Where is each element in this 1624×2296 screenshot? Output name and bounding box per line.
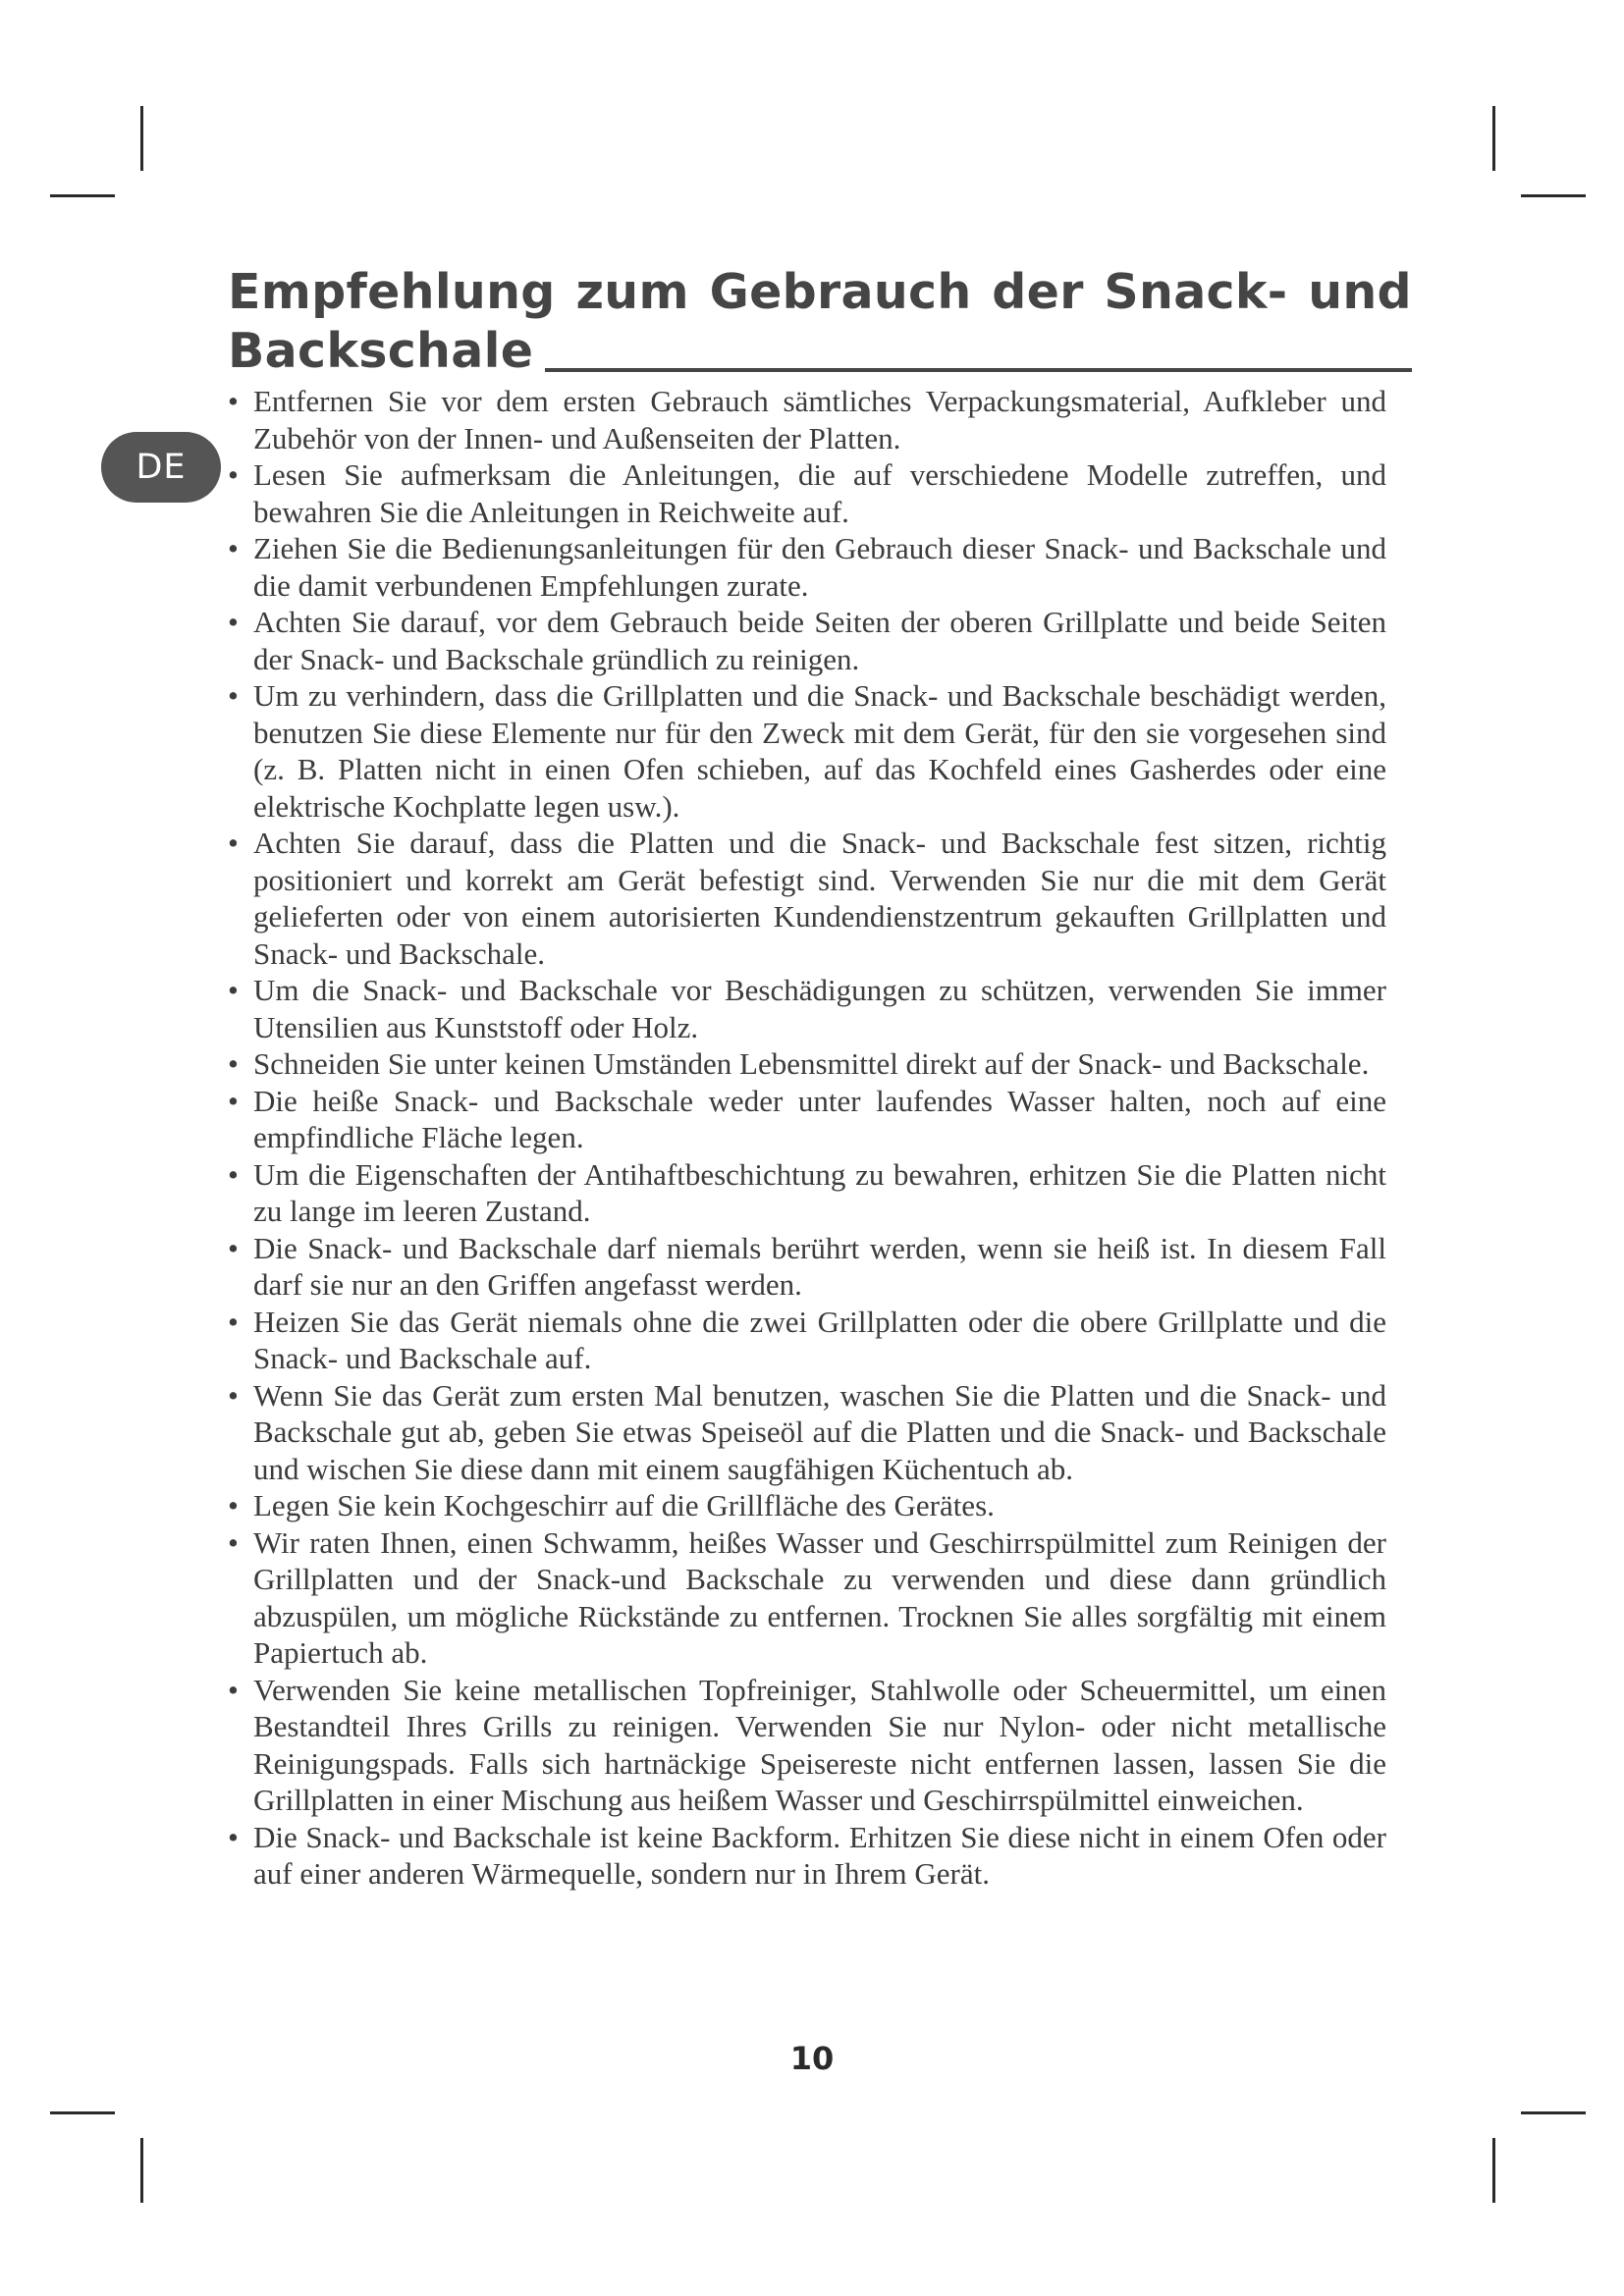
list-item: • Ziehen Sie die Bedienungsanleitungen für den Gebrauch dieser Snack- und Backschale und die damit verbundenen Empfehlungen zurate. [228,530,1386,604]
list-item: • Um zu verhindern, dass die Grillplatten und die Snack- und Backschale beschädigt werden, benutzen Sie diese Elemente nur für den Zweck mit dem Gerät, für den sie vorgesehen sind (z. B. Platten nicht in einen Ofen schieben, auf das Kochfeld eines Gasherdes oder eine elektrische Kochplatte legen usw.). [228,677,1386,825]
crop-mark-top-right-vertical [1492,106,1495,171]
recommendations-list [228,383,1386,1893]
list-item: • Achten Sie darauf, dass die Platten und die Snack- und Backschale fest sitzen, richtig positioniert und korrekt am Gerät befestigt sind. Verwenden Sie nur die mit dem Gerät gelieferten oder von einem autorisierten Kundendienstzentrum gekauften Grillplatten und Snack- und Backschale. [228,825,1386,972]
crop-mark-bottom-left-vertical [140,2138,143,2203]
heading-underline-rule [545,368,1412,372]
list-item: • Die Snack- und Backschale darf niemals berührt werden, wenn sie heiß ist. In diesem Fall darf sie nur an den Griffen angefasst werden. [228,1230,1386,1304]
language-tab: DE [101,432,221,503]
list-item: • Lesen Sie aufmerksam die Anleitungen, die auf verschiedene Modelle zutreffen, und bewahren Sie die Anleitungen in Reichweite auf. [228,456,1386,530]
crop-mark-top-left-horizontal [50,194,115,197]
crop-mark-bottom-right-horizontal [1521,2111,1586,2114]
list-item: • Schneiden Sie unter keinen Umständen Lebensmittel direkt auf der Snack- und Backschale. [228,1045,1386,1083]
list-item: • Die Snack- und Backschale ist keine Backform. Erhitzen Sie diese nicht in einem Ofen oder auf einer anderen Wärmequelle, sondern nur in Ihrem Gerät. [228,1819,1386,1893]
heading-word: Gebrauch [709,264,972,320]
page-number: 10 [789,2040,835,2077]
heading-word: Empfehlung [228,264,556,320]
list-item: • Entfernen Sie vor dem ersten Gebrauch sämtliches Verpackungsmaterial, Aufkleber und Zubehör von der Innen- und Außenseiten der Platten. [228,383,1386,456]
list-item: • Um die Eigenschaften der Antihaftbeschichtung zu bewahren, erhitzen Sie die Platten nicht zu lange im leeren Zustand. [228,1156,1386,1230]
crop-mark-bottom-left-horizontal [50,2111,115,2114]
section-heading [228,263,1412,381]
heading-word: Backschale [228,323,534,379]
list-item: • Heizen Sie das Gerät niemals ohne die zwei Grillplatten oder die obere Grillplatte und die Snack- und Backschale auf. [228,1304,1386,1377]
list-item: • Legen Sie kein Kochgeschirr auf die Grillfläche des Gerätes. [228,1487,1386,1524]
heading-word: und [1308,264,1412,320]
list-item: • Verwenden Sie keine metallischen Topfreiniger, Stahlwolle oder Scheuermittel, um einen Bestandteil Ihres Grills zu reinigen. Verwenden Sie nur Nylon- oder nicht metallische Reinigungspads. Falls sich hartnäckige Speisereste nicht entfernen lassen, lassen Sie die Grillplatten in einer Mischung aus heißem Wasser und Geschirrspülmittel einweichen. [228,1672,1386,1819]
heading-word: zum [575,264,689,320]
crop-mark-top-right-horizontal [1521,194,1586,197]
heading-line-2 [228,322,1412,381]
list-item: • Die heiße Snack- und Backschale weder unter laufendes Wasser halten, noch auf eine empfindliche Fläche legen. [228,1083,1386,1156]
crop-mark-bottom-right-vertical [1492,2138,1495,2203]
list-item: • Wenn Sie das Gerät zum ersten Mal benutzen, waschen Sie die Platten und die Snack- und Backschale gut ab, geben Sie etwas Speiseöl auf die Platten und die Snack- und Backschale und wischen Sie diese dann mit einem saugfähigen Küchentuch ab. [228,1377,1386,1488]
list-item: • Um die Snack- und Backschale vor Beschädigungen zu schützen, verwenden Sie immer Utensilien aus Kunststoff oder Holz. [228,972,1386,1045]
heading-line-1 [228,263,1412,322]
heading-word: Snack- [1104,264,1288,320]
list-item: • Achten Sie darauf, vor dem Gebrauch beide Seiten der oberen Grillplatte und beide Seiten der Snack- und Backschale gründlich zu reinigen. [228,604,1386,677]
crop-mark-top-left-vertical [140,106,143,171]
heading-word: der [992,264,1084,320]
list-item: • Wir raten Ihnen, einen Schwamm, heißes Wasser und Geschirrspülmittel zum Reinigen der Grillplatten und der Snack-und Backschale zu verwenden und diese dann gründlich abzuspülen, um mögliche Rückstände zu entfernen. Trocknen Sie alles sorgfältig mit einem Papiertuch ab. [228,1524,1386,1672]
